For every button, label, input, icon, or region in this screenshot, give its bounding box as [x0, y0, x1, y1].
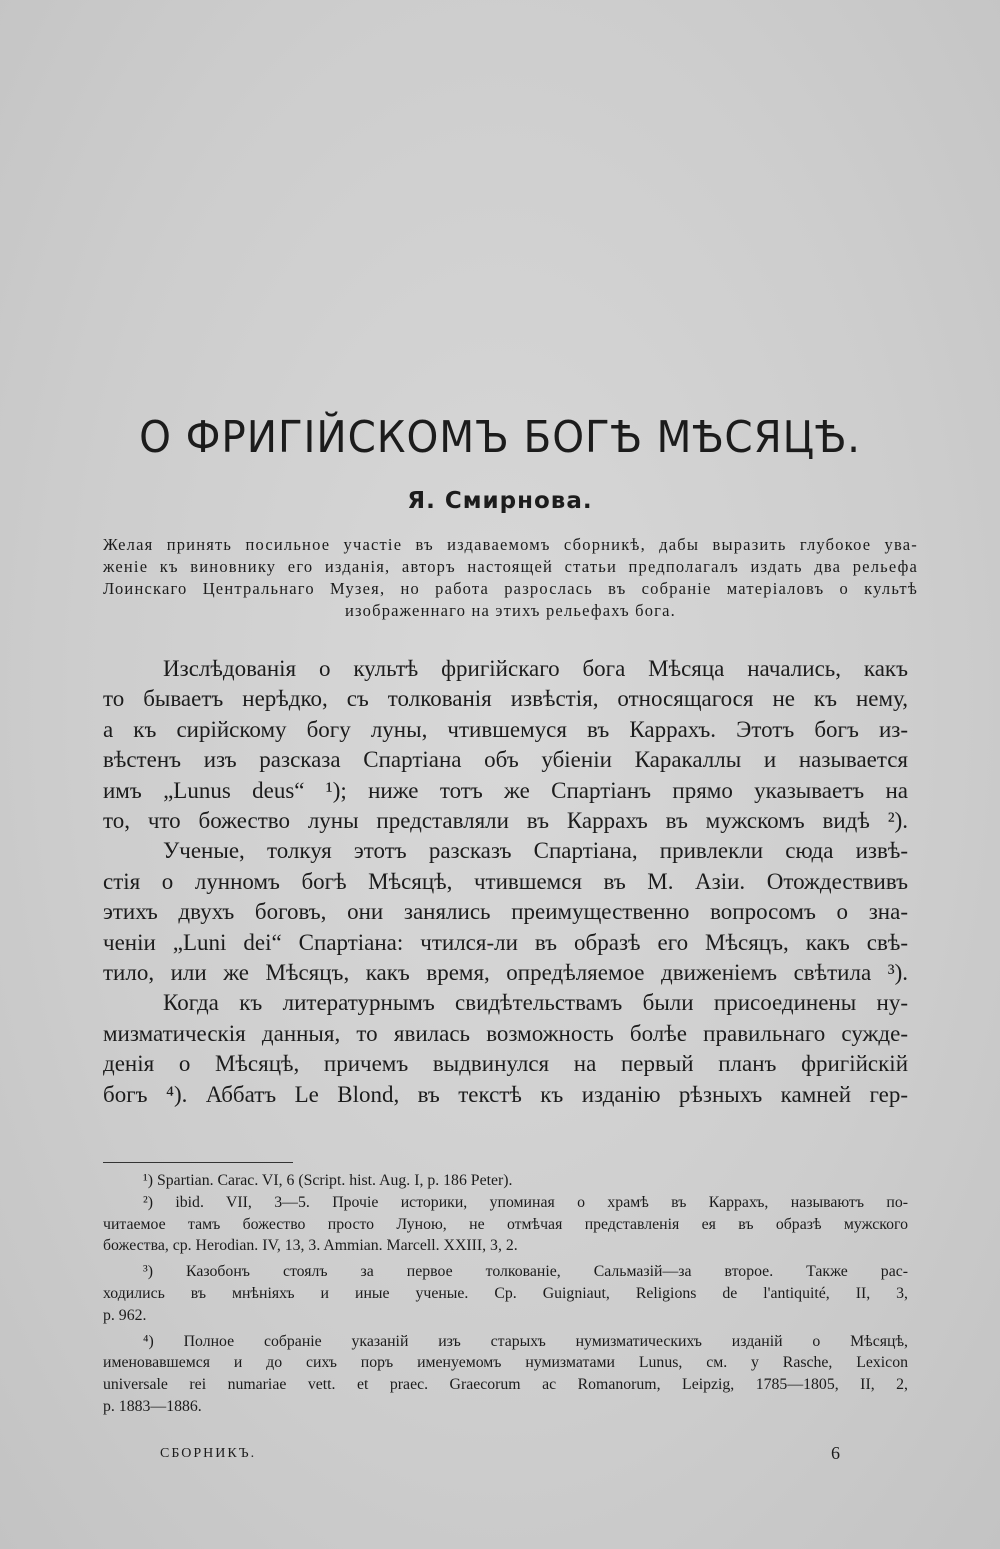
body-line: мизматическія данныя, то явилась возможность болѣе правильнаго сужде- [103, 1020, 908, 1046]
dedication-line: Лоинскаго Центральнаго Музея, но работа разрослась въ собраніе матеріаловъ о культѣ [103, 579, 918, 598]
body-line: то, что божество луны представляли въ Каррахъ въ мужскомъ видѣ ²). [103, 808, 908, 834]
footnotes [103, 1170, 908, 1418]
page-number: 6 [831, 1443, 840, 1463]
article-title: О ФРИГІЙСКОМЪ БОГѢ МѢСЯЦѢ. [139, 412, 861, 463]
body-line: вѣстенъ изъ разсказа Спартіана объ убіеніи Каракаллы и называется [103, 747, 908, 773]
dedication-line: женіе къ виновнику его изданія, авторъ настоящей статьи предполагалъ издать два рельефа [103, 557, 918, 576]
body-line: Когда къ литературнымъ свидѣтельствамъ были присоединены ну- [163, 990, 908, 1016]
body-line: то бываетъ нерѣдко, съ толкованія извѣстія, относящагося не къ нему, [103, 686, 908, 712]
footnote-line: p. 1883—1886. [103, 1397, 202, 1415]
author-byline: Я. Смирнова. [407, 488, 593, 514]
dedication-note [103, 534, 918, 622]
body-line: имъ „Lunus deus“ ¹); ниже тотъ же Спартіанъ прямо указываетъ на [103, 777, 908, 803]
footnote-line: божества, ср. Herodian. IV, 13, 3. Ammian. Marcell. XXIII, 3, 2. [103, 1237, 518, 1255]
footnote-line: именовавшемся и до сихъ поръ именуемомъ нумизматами Lunus, см. у Rasche, Lexicon [103, 1354, 908, 1372]
body-line: стія о лунномъ богѣ Мѣсяцѣ, чтившемся въ М. Азіи. Отождествивъ [103, 868, 908, 894]
footnote-line: ходились въ мнѣніяхъ и иные ученые. Ср. Guigniaut, Religions de l'antiquité, II, 3, [103, 1284, 908, 1302]
footnote-line: ³) Казобонъ стоялъ за первое толкованіе, Сальмазій—за второе. Также рас- [143, 1263, 908, 1281]
body-line: а къ сирійскому богу луны, чтившемуся въ Каррахъ. Этотъ богъ из- [103, 716, 908, 742]
footnote-line: ⁴) Полное собраніе указаній изъ старыхъ нумизматическихъ изданій о Мѣсяцѣ, [143, 1332, 908, 1350]
body-line: тило, или же Мѣсяцъ, какъ время, опредѣляемое движеніемъ свѣтила ³). [103, 960, 908, 986]
dedication-line: Желая принять посильное участіе въ издаваемомъ сборникѣ, дабы выразить глубокое ува- [103, 535, 918, 554]
footnote-line: universale rei numariae vett. et praec. Graecorum ac Romanorum, Leipzig, 1785—1805, II, 2, [103, 1376, 908, 1394]
dedication-line: изображеннаго на этихъ рельефахъ бога. [345, 601, 676, 620]
body-line: богъ ⁴). Аббатъ Le Blond, въ текстѣ къ изданію рѣзныхъ камней гер- [103, 1081, 908, 1107]
body-line: Изслѣдованія о культѣ фригійскаго бога Мѣсяца начались, какъ [163, 656, 908, 681]
body-line: этихъ двухъ боговъ, они занялись преимущественно вопросомъ о зна- [103, 899, 908, 925]
body-text [103, 654, 908, 1110]
footnote-line: ¹) Spartian. Carac. VI, 6 (Script. hist. Aug. I, p. 186 Peter). [143, 1172, 513, 1189]
body-line: ченіи „Luni dei“ Спартіана: чтился-ли въ образѣ его Мѣсяцъ, какъ свѣ- [103, 929, 908, 955]
footnote-line: ²) ibid. VII, 3—5. Прочіе историки, упоминая о храмѣ въ Каррахъ, называютъ по- [143, 1193, 908, 1211]
signature-mark: СБОРНИКЪ. [160, 1446, 257, 1461]
body-line: денія о Мѣсяцѣ, причемъ выдвинулся на первый планъ фригійскій [103, 1051, 908, 1077]
footnote-line: p. 962. [103, 1306, 147, 1324]
footnote-divider [103, 1162, 293, 1163]
footnote-line: читаемое тамъ божество просто Луною, не отмѣчая представленія ея въ образѣ мужского [103, 1215, 908, 1233]
body-line: Ученые, толкуя этотъ разсказъ Спартіана, привлекли сюда извѣ- [163, 838, 908, 864]
